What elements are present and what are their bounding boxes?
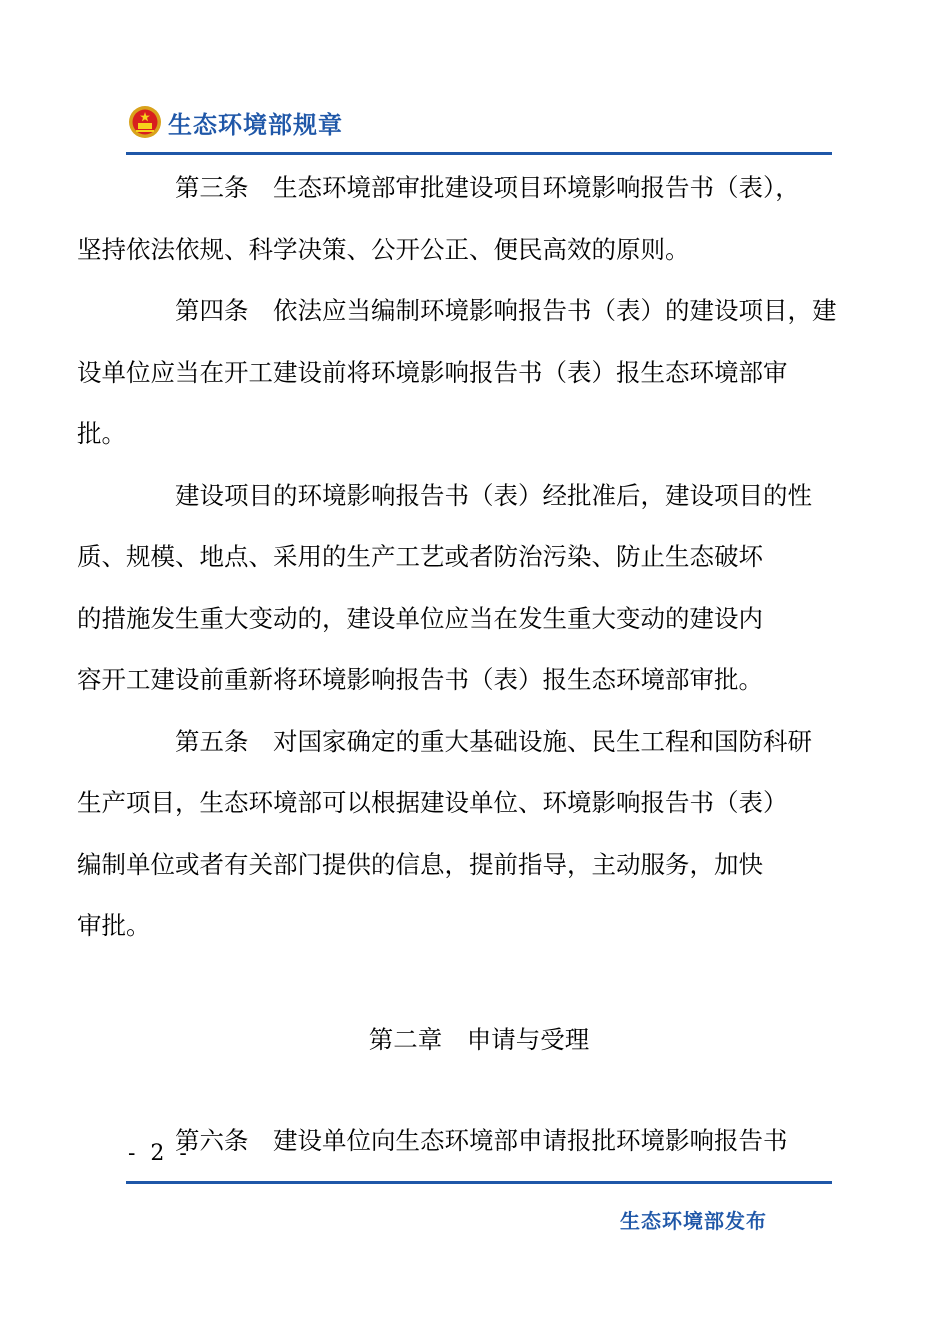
text-line: 建设项目的环境影响报告书（表）经批准后，建设项目的性 (175, 480, 812, 510)
text-line: 批。 (77, 419, 126, 448)
national-emblem-icon (128, 105, 162, 139)
spacer (126, 1070, 832, 1110)
article-4 (77, 280, 837, 465)
text-line: 质、规模、地点、采用的生产工艺或者防治污染、防止生态破坏 (77, 542, 763, 571)
article-4-paragraph-2 (77, 465, 832, 711)
text-line: 第四条 依法应当编制环境影响报告书（表）的建设项目，建 (175, 296, 837, 325)
text-line: 容开工建设前重新将环境影响报告书（表）报生态环境部审批。 (77, 665, 763, 694)
page-number: - 2 - (128, 1141, 191, 1166)
article-3 (77, 157, 832, 280)
text-line: 的措施发生重大变动的，建设单位应当在发生重大变动的建设内 (77, 603, 763, 633)
footer-publisher: 生态环境部发布 (620, 1209, 767, 1233)
text-line: 编制单位或者有关部门提供的信息，提前指导，主动服务，加快 (77, 849, 763, 879)
text-line: 生产项目，生态环境部可以根据建设单位、环境影响报告书（表） (77, 788, 788, 817)
text-line: 设单位应当在开工建设前将环境影响报告书（表）报生态环境部审 (77, 357, 788, 387)
article-6 (126, 1110, 832, 1172)
footer-rule (126, 1181, 832, 1184)
spacer (126, 957, 832, 1009)
text-line: 第五条 对国家确定的重大基础设施、民生工程和国防科研 (175, 726, 812, 756)
header-title: 生态环境部规章 (168, 110, 343, 139)
chapter-heading: 第二章 申请与受理 (368, 1024, 590, 1054)
text-line: 第三条 生态环境部审批建设项目环境影响报告书（表）， (175, 173, 800, 202)
article-5 (77, 711, 832, 957)
text-line: 审批。 (77, 911, 151, 940)
text-line: 第六条 建设单位向生态环境部申请报批环境影响报告书 (175, 1126, 788, 1155)
document-body (77, 157, 837, 1172)
header-rule (126, 152, 832, 155)
text-line: 坚持依法依规、科学决策、公开公正、便民高效的原则。 (77, 234, 690, 264)
document-header (128, 100, 343, 144)
